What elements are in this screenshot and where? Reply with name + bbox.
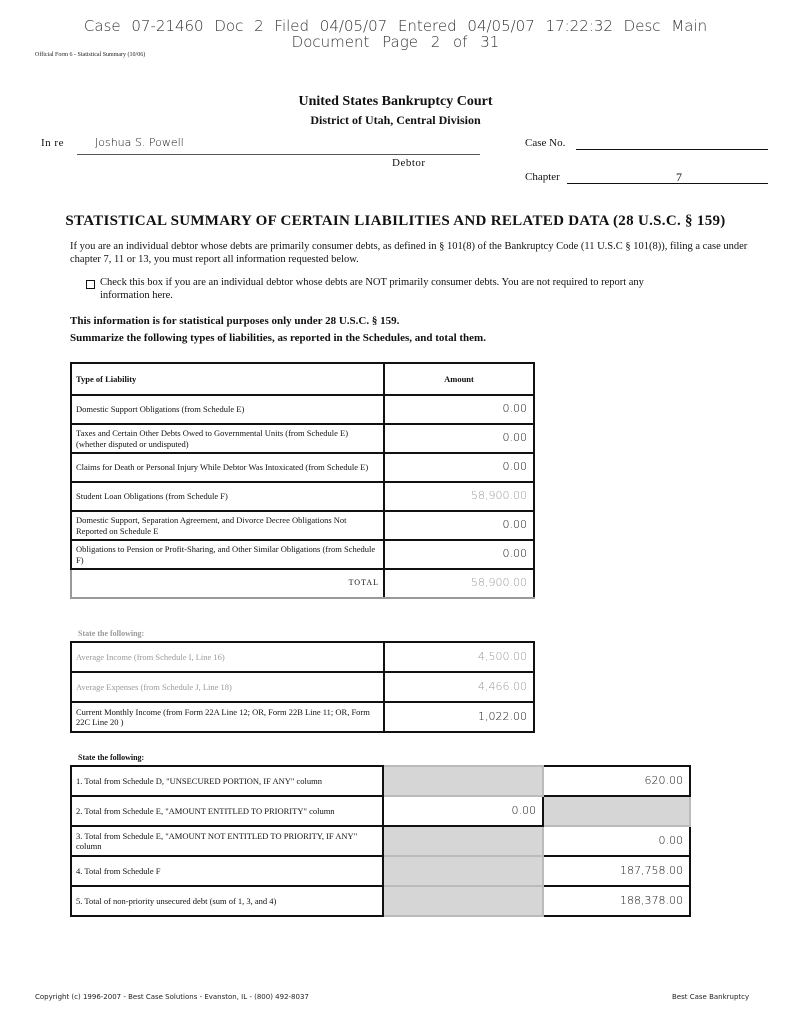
table-row xyxy=(71,482,534,511)
priority-amount xyxy=(383,826,543,856)
summarize-note: Summarize the following types of liabilities, as reported in the Schedules, and total them. xyxy=(70,332,486,344)
unsecured-label: 5. Total of non-priority unsecured debt (sum of 1, 3, and 4) xyxy=(71,886,383,916)
priority-amount xyxy=(383,856,543,886)
nonpriority-amount: 188,378.00 xyxy=(543,886,690,916)
table-row xyxy=(71,886,690,916)
case-no-field xyxy=(576,149,768,150)
liability-amount: 0.00 xyxy=(384,424,534,453)
table-row xyxy=(71,826,690,856)
table-row xyxy=(71,540,534,569)
liability-amount: 58,900.00 xyxy=(384,482,534,511)
nonpriority-amount: 0.00 xyxy=(543,826,690,856)
debtor-underline xyxy=(77,154,480,155)
statistical-purpose-note: This information is for statistical purposes only under 28 U.S.C. § 159. xyxy=(70,315,400,327)
total-row xyxy=(71,569,534,598)
state-following-heading: State the following: xyxy=(78,629,145,638)
table-header-row xyxy=(71,363,534,395)
unsecured-debt-table xyxy=(70,765,691,917)
page-title: STATISTICAL SUMMARY OF CERTAIN LIABILITIES AND RELATED DATA (28 U.S.C. § 159) xyxy=(65,213,726,229)
court-name: United States Bankruptcy Court xyxy=(298,94,493,109)
checkbox-label: Check this box if you are an individual debtor whose debts are NOT primarily consumer debts. You are not required to report any information here. xyxy=(100,277,644,301)
income-label: Current Monthly Income (from Form 22A Line 12; OR, Form 22B Line 11; OR, Form 22C Line 20 ) xyxy=(71,702,384,732)
liability-amount: 0.00 xyxy=(384,453,534,482)
liability-type: Domestic Support Obligations (from Schedule E) xyxy=(71,395,384,424)
nonpriority-amount: 187,758.00 xyxy=(543,856,690,886)
footer-brand: Best Case Bankruptcy xyxy=(672,993,750,1001)
debtor-label: Debtor xyxy=(392,157,426,169)
liability-amount: 0.00 xyxy=(384,395,534,424)
unsecured-label: 2. Total from Schedule E, "AMOUNT ENTITLED TO PRIORITY" column xyxy=(71,796,383,826)
unsecured-label: 4. Total from Schedule F xyxy=(71,856,383,886)
chapter-value: 7 xyxy=(676,170,682,184)
court-filing-stamp-line2: Document Page 2 of 31 xyxy=(291,33,500,51)
liability-type: Domestic Support, Separation Agreement, and Divorce Decree Obligations Not Reported on Schedule E xyxy=(71,511,384,540)
nonpriority-amount: 620.00 xyxy=(543,766,690,796)
liabilities-table xyxy=(70,362,535,599)
table-row xyxy=(71,672,534,702)
table-row xyxy=(71,642,534,672)
nonpriority-amount xyxy=(543,796,690,826)
footer-copyright: Copyright (c) 1996-2007 - Best Case Solutions - Evanston, IL - (800) 492-8037 xyxy=(35,993,309,1001)
case-no-label: Case No. xyxy=(525,137,566,149)
table-row xyxy=(71,511,534,540)
income-amount: 4,500.00 xyxy=(384,642,534,672)
unsecured-label: 3. Total from Schedule E, "AMOUNT NOT ENTITLED TO PRIORITY, IF ANY" column xyxy=(71,826,383,856)
table-row xyxy=(71,856,690,886)
income-amount: 4,466.00 xyxy=(384,672,534,702)
unsecured-label: 1. Total from Schedule D, "UNSECURED PORTION, IF ANY" column xyxy=(71,766,383,796)
income-label: Average Income (from Schedule I, Line 16) xyxy=(71,642,384,672)
state-following-heading: State the following: xyxy=(78,753,145,762)
liability-type: Student Loan Obligations (from Schedule F) xyxy=(71,482,384,511)
table-row xyxy=(71,424,534,453)
chapter-label: Chapter xyxy=(525,171,560,183)
liability-amount: 0.00 xyxy=(384,511,534,540)
income-amount: 1,022.00 xyxy=(384,702,534,732)
header-type-of-liability: Type of Liability xyxy=(71,363,384,395)
chapter-underline xyxy=(567,183,768,184)
form-identifier: Official Form 6 - Statistical Summary (10/06) xyxy=(35,52,146,58)
liability-amount: 0.00 xyxy=(384,540,534,569)
table-row xyxy=(71,453,534,482)
total-label: TOTAL xyxy=(71,569,384,598)
header-amount: Amount xyxy=(384,363,534,395)
in-re-label: In re xyxy=(41,137,64,149)
total-amount: 58,900.00 xyxy=(384,569,534,598)
income-label: Average Expenses (from Schedule J, Line 18) xyxy=(71,672,384,702)
liability-type: Taxes and Certain Other Debts Owed to Governmental Units (from Schedule E) (whether disputed or undisputed) xyxy=(71,424,384,453)
liability-type: Claims for Death or Personal Injury While Debtor Was Intoxicated (from Schedule E) xyxy=(71,453,384,482)
table-row xyxy=(71,766,690,796)
table-row xyxy=(71,796,690,826)
court-filing-stamp-line1: Case 07-21460 Doc 2 Filed 04/05/07 Entered 04/05/07 17:22:32 Desc Main xyxy=(83,17,708,35)
liability-type: Obligations to Pension or Profit-Sharing, and Other Similar Obligations (from Schedule F) xyxy=(71,540,384,569)
table-row xyxy=(71,395,534,424)
court-district: District of Utah, Central Division xyxy=(310,113,481,127)
debtor-name: Joshua S. Powell xyxy=(95,136,184,149)
income-table xyxy=(70,641,535,733)
table-row xyxy=(71,702,534,732)
priority-amount xyxy=(383,886,543,916)
non-consumer-debts-checkbox[interactable] xyxy=(86,280,95,289)
priority-amount: 0.00 xyxy=(383,796,543,826)
intro-paragraph: If you are an individual debtor whose debts are primarily consumer debts, as defined in § 101(8) of the Bankruptcy Code (11 U.S.C § 101(8)), filing a case under chapter 7, 11 or 13, you must report all information requested below. xyxy=(70,241,748,265)
priority-amount xyxy=(383,766,543,796)
